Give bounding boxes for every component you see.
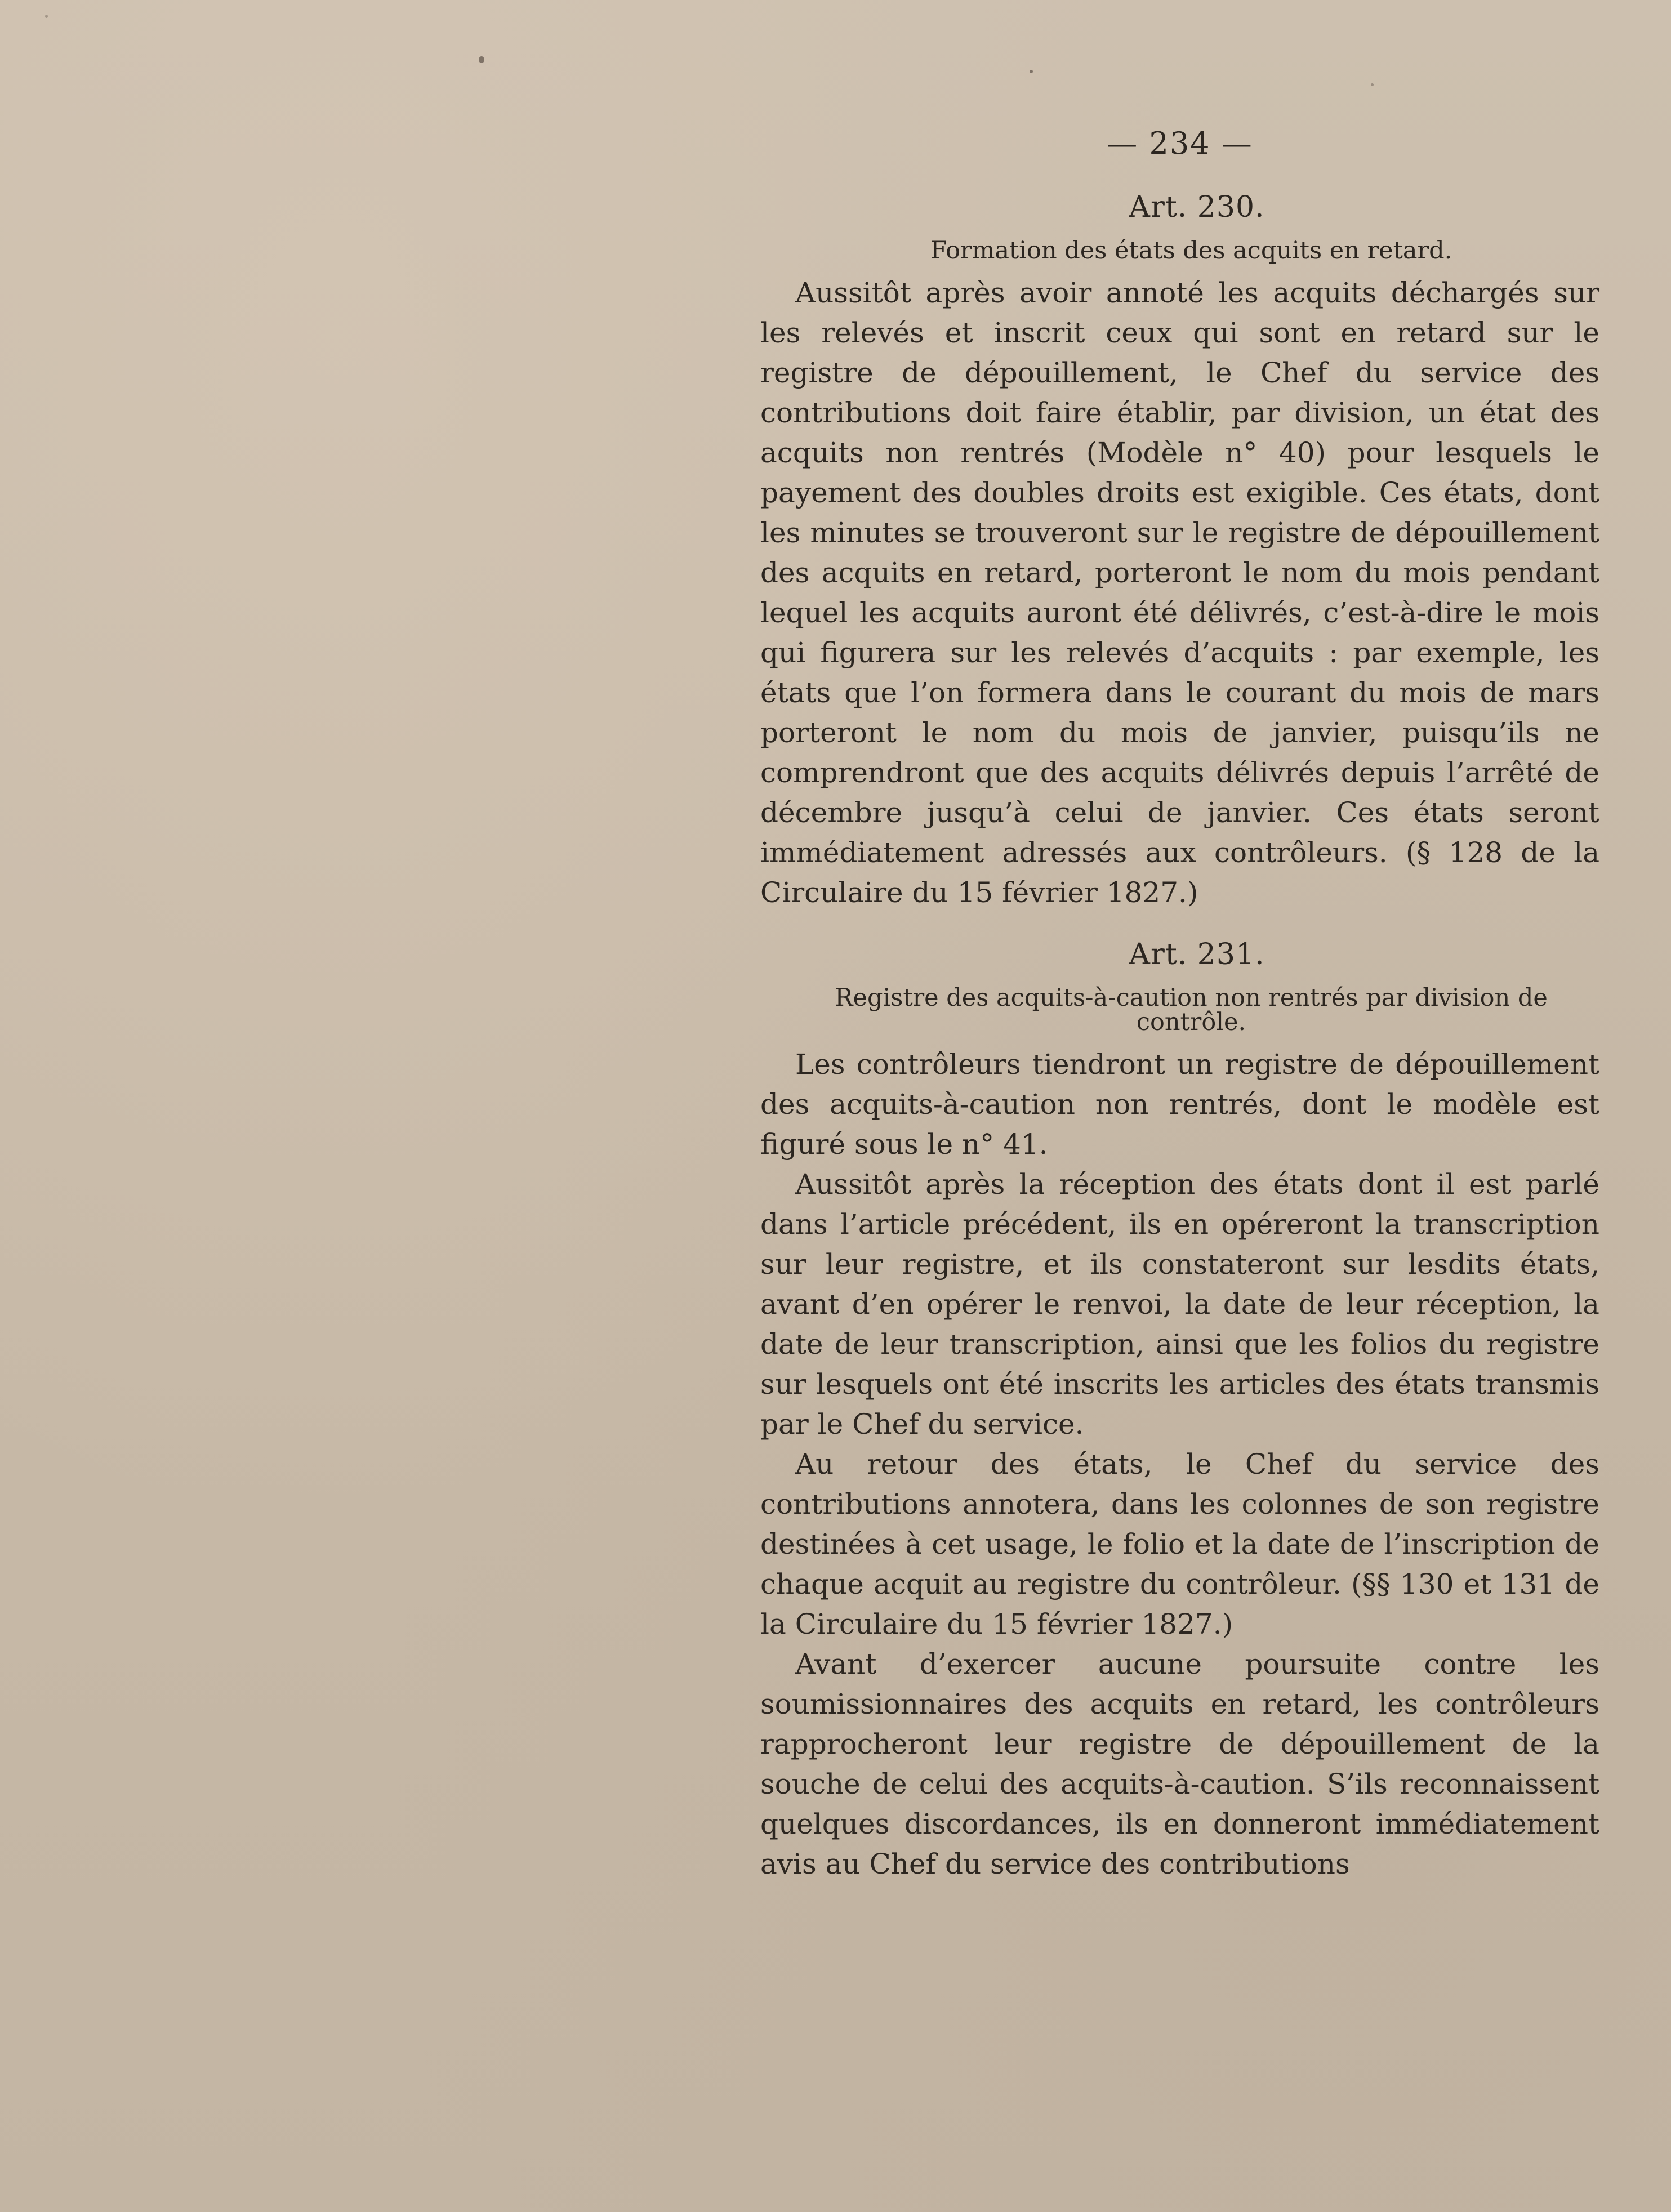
- paper-speck: [479, 56, 484, 63]
- article-heading: Art. 231.: [1129, 938, 1265, 971]
- article-paragraph: Aussitôt après la réception des états dont il est parlé dans l’article précédent, ils en opéreront la transcription sur leur registre, et ils constateront sur lesdits états, avant d’en opérer le renvoi, la date de leur réception, la date de leur transcription, ainsi que les folios du registre sur lesquels ont été inscrits les articles des états transmis par le Chef du service.: [760, 1168, 1599, 1441]
- paper-speck: [1371, 83, 1374, 86]
- paper-speck: [1030, 70, 1033, 73]
- article-paragraph: Avant d’exercer aucune poursuite contre les soumissionnaires des acquits en retard, les contrôleurs rapprocheront leur registre de dépouillement de la souche de celui des acquits-à-caution. S’ils reconnaissent quelques discordances, ils en donneront immédiatement avis au Chef du service des contributions: [760, 1648, 1599, 1880]
- article-paragraph: Aussitôt après avoir annoté les acquits déchargés sur les relevés et inscrit ceux qui sont en retard sur le registre de dépouillement, le Chef du service des contributions doit faire établir, par division, un état des acquits non rentrés (Modèle n° 40) pour lesquels le payement des doubles droits est exigible. Ces états, dont les minutes se trouveront sur le registre de dépouillement des acquits en retard, porteront le nom du mois pendant lequel les acquits auront été délivrés, c’est-à-dire le mois qui figurera sur les relevés d’acquits : par exemple, les états que l’on formera dans le courant du mois de mars porteront le nom du mois de janvier, puisqu’ils ne comprendront que des acquits délivrés depuis l’arrêté de décembre jusqu’à celui de janvier. Ces états seront immédiatement adressés aux contrôleurs. (§ 128 de la Circulaire du 15 février 1827.): [760, 276, 1599, 909]
- paper-speck: [45, 15, 48, 18]
- page-text-block: [760, 118, 1599, 1884]
- article-heading: Art. 230.: [1129, 190, 1265, 224]
- article-231: [760, 940, 1599, 1884]
- page-number: — 234 —: [1107, 126, 1253, 161]
- article-paragraph: Au retour des états, le Chef du service des contributions annotera, dans les colonnes de son registre destinées à cet usage, le folio et la date de l’inscription de chaque acquit au registre du contrôleur. (§§ 130 et 131 de la Circulaire du 15 février 1827.): [760, 1448, 1599, 1640]
- article-subtitle: Registre des acquits-à-caution non rentrés par division de contrôle.: [835, 984, 1548, 1036]
- article-subtitle: Formation des états des acquits en retard.: [930, 237, 1452, 265]
- article-paragraph: Les contrôleurs tiendront un registre de dépouillement des acquits-à-caution non rentrés, dont le modèle est figuré sous le n° 41.: [760, 1048, 1599, 1161]
- article-230: [760, 190, 1599, 913]
- article-spacer: [760, 913, 1599, 940]
